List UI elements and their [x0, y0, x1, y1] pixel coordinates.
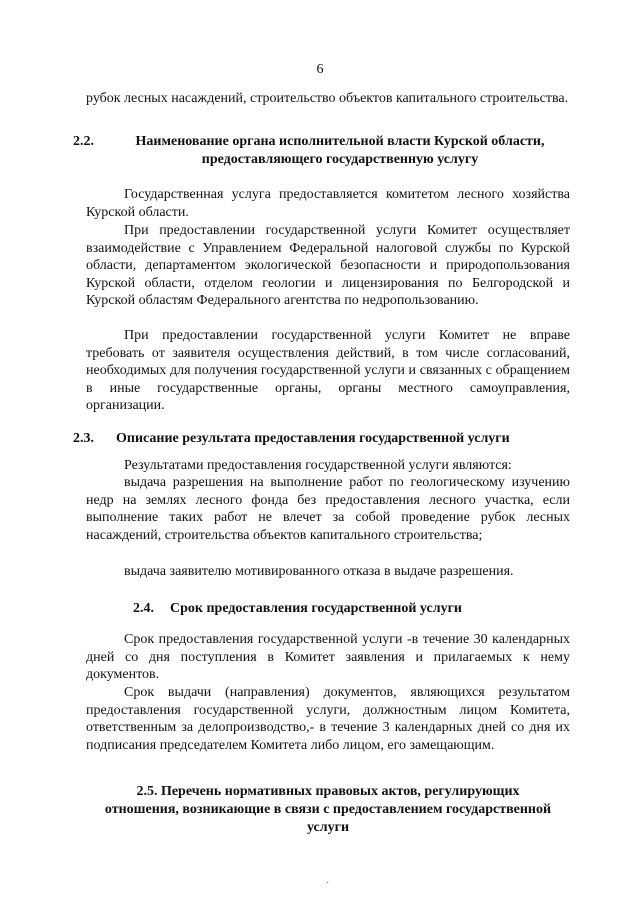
- section-2-2-title-line-2: предоставляющего государственную услугу: [201, 152, 479, 167]
- section-2-3-title: Описание результата предоставления государственной услуги: [116, 431, 510, 446]
- section-2-2-number: 2.2.: [73, 134, 94, 149]
- section-2-2-paragraph-1: Государственная услуга предоставляется комитетом лесного хозяйства Курской области.: [86, 187, 570, 220]
- section-2-3-paragraph-3: выдача заявителю мотивированного отказа в выдаче разрешения.: [124, 564, 514, 579]
- section-2-5-title-line-2: отношения, возникающие в связи с предоставлением государственной: [104, 802, 552, 817]
- section-2-3-paragraph-1: Результатами предоставления государственной услуги являются:: [124, 458, 512, 473]
- section-2-2-paragraph-2: При предоставлении государственной услуги Комитет осуществляет взаимодействие с Управлением Федеральной налоговой службы по Курской области, департаментом экологической безопасности и природопользования Курской области, отделом геологии и лицензирования по Белгородской и Курской областям Федерального агентства по недропользованию.: [86, 223, 570, 309]
- intro-paragraph: рубок лесных насаждений, строительство объектов капитального строительства.: [86, 91, 569, 106]
- section-2-5-title: [78, 783, 578, 837]
- section-2-2-paragraph-3: При предоставлении государственной услуги Комитет не вправе требовать от заявителя осуществления действий, в том числе согласований, необходимых для получения государственной услуги и связанных с обращением в иные государственные органы, органы местного самоуправления, организации.: [86, 328, 570, 414]
- section-2-4-paragraph-1: Срок предоставления государственной услуги -в течение 30 календарных дней со дня поступления в Комитет заявления и прилагаемых к нему документов.: [86, 632, 570, 683]
- section-2-3-number: 2.3.: [73, 431, 94, 446]
- scan-speck: ·: [326, 878, 330, 889]
- section-2-3-paragraph-2: выдача разрешения на выполнение работ по геологическому изучению недр на землях лесного фонда без предоставления лесного участка, если выполнение таких работ не влечет за собой проведение рубок лесных насаждений, строительства объектов капитального строительства;: [86, 475, 570, 543]
- section-2-5-title-line-1: 2.5. Перечень нормативных правовых актов, регулирующих: [136, 784, 520, 799]
- page-number: 6: [316, 62, 324, 77]
- section-2-4-number: 2.4.: [133, 601, 154, 616]
- section-2-5-title-line-3: услуги: [306, 820, 350, 835]
- section-2-2-title-line-1: Наименование органа исполнительной власти Курской области,: [135, 134, 545, 149]
- section-2-2-title: [110, 133, 570, 169]
- section-2-4-title: Срок предоставления государственной услуги: [170, 601, 462, 616]
- section-2-4-paragraph-2: Срок выдачи (направления) документов, являющихся результатом предоставления государственной услуги, должностным лицом Комитета, ответственным за делопроизводство,- в течение 3 календарных дней со дня их подписания председателем Комитета либо лицом, его замещающим.: [86, 685, 570, 753]
